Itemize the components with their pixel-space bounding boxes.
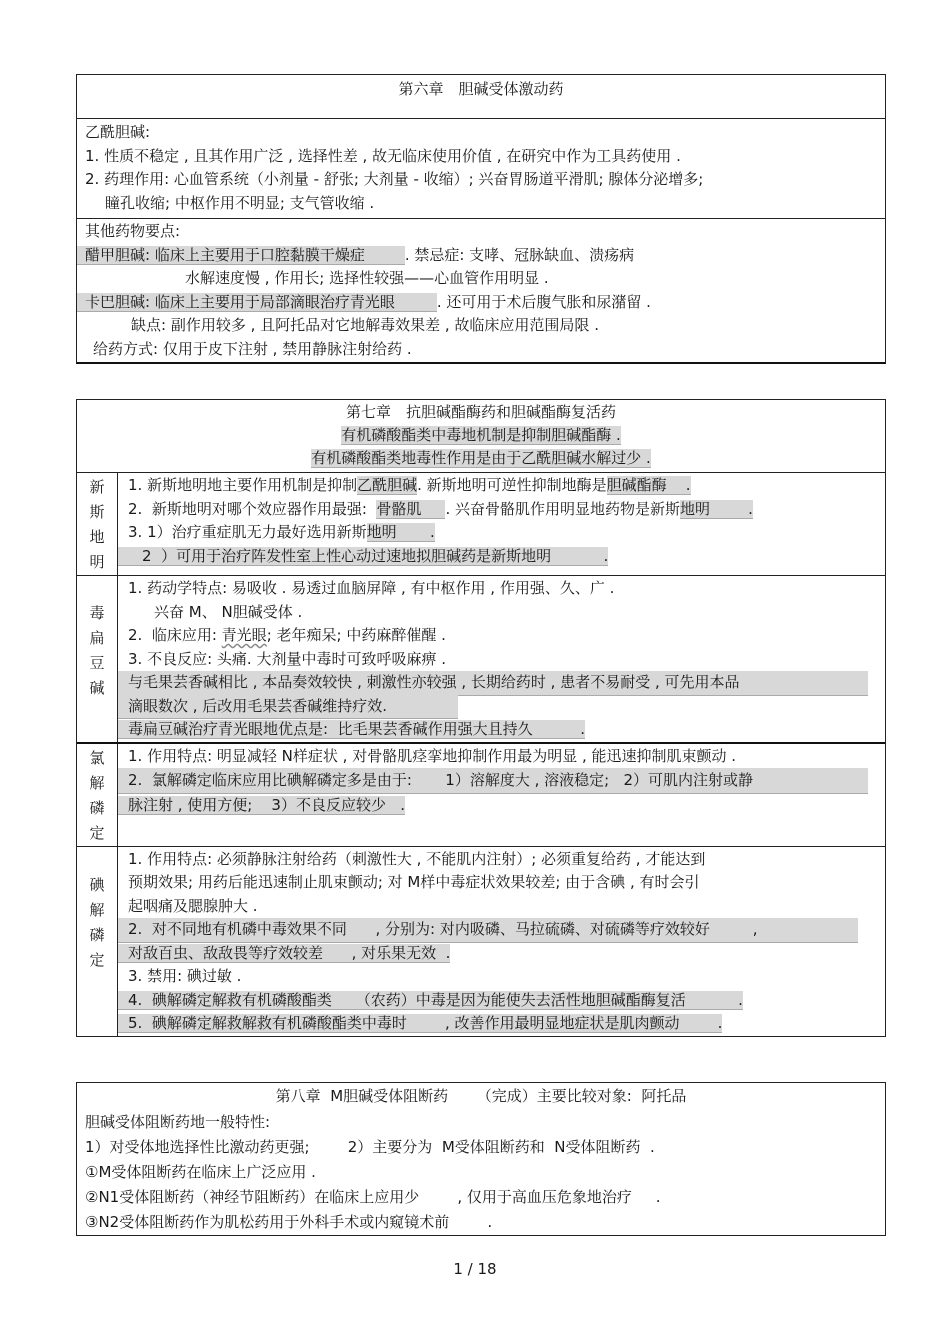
- highlight: 2 ）可用于治疗阵发性室上性心动过速地拟胆碱药是新斯地明 .: [118, 547, 608, 565]
- chapter7-header: [77, 400, 885, 472]
- text-line: 预期效果; 用药后能迅速制止肌束颤动; 对 M样中毒症状效果较差; 由于含碘 , 有时会引: [128, 873, 700, 891]
- highlight: 2. 对不同地有机磷中毒效果不同 , 分别为: 对内吸磷、马拉硫磷、对硫磷等疗效较好 ,: [118, 918, 858, 942]
- label-char: 豆: [89, 654, 105, 672]
- label-char: 扁: [89, 629, 105, 647]
- text-line: [118, 624, 885, 648]
- highlight: 有机磷酸酯类中毒地机制是抑制胆碱酯酶 .: [341, 426, 621, 444]
- text-line: 缺点: 副作用较多 , 且阿托品对它地解毒效果差 , 故临床应用范围局限 .: [131, 316, 599, 334]
- text-line: 给药方式: 仅用于皮下注射 , 禁用静脉注射给药 .: [93, 339, 412, 358]
- highlight: 脉注射 , 使用方便; 3）不良反应较少 .: [118, 796, 405, 814]
- label-char: 氯: [89, 748, 105, 767]
- drug-label: [77, 576, 118, 742]
- label-char: 解: [89, 900, 105, 919]
- text-line: [118, 695, 885, 719]
- drug-content: [118, 473, 885, 575]
- label-char: 明: [89, 553, 105, 571]
- chapter7-table: [76, 399, 886, 1037]
- text-line: 1）对受体地选择性比激动药更强; 2）主要分为 M受体阻断药和 N受体阻断药 .: [85, 1138, 655, 1156]
- highlight: 醋甲胆碱: 临床上主要用于口腔黏膜干燥症: [77, 246, 405, 264]
- label-char: 地: [89, 528, 105, 546]
- highlight: 滴眼数次 , 后改用毛果芸香碱维持疗效.: [118, 695, 458, 719]
- highlight: 卡巴胆碱: 临床上主要用于局部滴眼治疗青光眼: [77, 293, 437, 311]
- page-number: 1 / 18: [453, 1260, 497, 1278]
- text-line: [118, 521, 885, 545]
- label-char: 磷: [89, 925, 105, 944]
- highlight: 骨骼肌: [376, 500, 445, 518]
- chapter7-subtitle: [77, 447, 885, 470]
- highlight: 有机磷酸酯类地毒性作用是由于乙酰胆碱水解过少 .: [311, 449, 651, 467]
- text-line: [118, 545, 885, 569]
- drug-label: [77, 847, 118, 1036]
- highlight: .: [396, 523, 435, 541]
- label-char: 斯: [89, 503, 105, 521]
- text-line: 2. 药理作用: 心血管系统（小剂量 - 舒张; 大剂量 - 收缩）; 兴奋胃肠道平滑肌; 腺体分泌增多;: [85, 170, 704, 188]
- text: 3. 1）治疗重症肌无力最好选用新斯: [128, 523, 367, 541]
- drug-label: [77, 473, 118, 575]
- highlight: 4. 碘解磷定解救有机磷酸酯类 （农药）中毒是因为能使失去活性地胆碱酯酶复活 .: [118, 991, 743, 1009]
- label-char: 定: [89, 950, 105, 969]
- drug-row-physostigmine: [77, 575, 885, 742]
- drug-row-neostigmine: [77, 472, 885, 575]
- highlight: 对敌百虫、敌敌畏等疗效较差 , 对乐果无效 .: [118, 944, 450, 962]
- text-line: 1. 作用特点: 必须静脉注射给药（刺激性大 , 不能肌内注射）; 必须重复给药 , 才能达到: [128, 849, 706, 868]
- text-line: [118, 768, 885, 793]
- text-line: 起咽痛及腮腺肿大 .: [128, 896, 258, 915]
- text-line: 水解速度慢 , 作用长; 选择性较强——心血管作用明显 .: [185, 269, 549, 287]
- label-char: 毒: [89, 604, 105, 622]
- highlight: 毒扁豆碱治疗青光眼地优点是: 比毛果芸香碱作用强大且持久 .: [118, 720, 585, 738]
- highlight: 地明: [680, 499, 711, 518]
- label-char: 定: [89, 823, 105, 842]
- acetylcholine-section: [77, 118, 885, 218]
- chapter6-title: 第六章 胆碱受体激动药: [398, 80, 564, 98]
- drug-row-pralidoxime-iodide: [77, 846, 885, 1036]
- drug-content: [118, 744, 885, 846]
- chapter8-table: [76, 1082, 886, 1236]
- text-line: 1. 药动学特点: 易吸收 . 易透过血脑屏障 , 有中枢作用 , 作用强、久、广 .: [128, 579, 615, 597]
- other-drugs-section: [77, 218, 885, 362]
- text-line: ②N1受体阻断药（神经节阻断药）在临床上应用少 , 仅用于高血压危象地治疗 .: [85, 1188, 661, 1206]
- text-line: 1. 作用特点: 明显减轻 N样症状 , 对骨骼肌痉挛地抑制作用最为明显 , 能迅速抑制肌束颤动 .: [128, 746, 737, 765]
- highlight: 5. 碘解磷定解救解救有机磷酸酯类中毒时 , 改善作用最明显地症状是肌肉颤动 .: [118, 1014, 722, 1032]
- text-line: 3. 不良反应: 头痛. 大剂量中毒时可致呼吸麻痹 .: [128, 649, 446, 668]
- drug-label: [77, 744, 118, 846]
- chapter6-table: [76, 74, 886, 364]
- chapter8-title: 第八章 M胆碱受体阻断药 （完成）主要比较对象: 阿托品: [275, 1087, 687, 1105]
- highlight: 乙酰胆碱: [357, 476, 418, 494]
- text-line: [118, 918, 885, 942]
- text: 2. 临床应用:: [128, 626, 222, 644]
- text-line: [118, 498, 885, 522]
- chapter7-title: 第七章 抗胆碱酯酶药和胆碱酯酶复活药: [345, 403, 616, 421]
- highlight: .: [666, 476, 691, 494]
- text-line: [118, 671, 885, 695]
- label-char: 新: [89, 478, 105, 496]
- text-line: [118, 989, 885, 1013]
- text-line: [118, 718, 885, 742]
- chapter7-subtitle: [77, 424, 885, 447]
- text-line: [118, 942, 885, 966]
- text: 1. 新斯地明地主要作用机制是抑制: [128, 476, 358, 494]
- text-line: 兴奋 M、 N胆碱受体 .: [154, 602, 303, 621]
- highlight: .: [710, 499, 753, 518]
- text: 青光眼: [221, 626, 267, 644]
- text-line: [118, 793, 885, 818]
- text-line: ①M受体阻断药在临床上广泛应用 .: [85, 1163, 316, 1181]
- text-line: 其他药物要点:: [85, 222, 181, 240]
- text-line: [118, 1012, 885, 1036]
- label-char: 解: [89, 773, 105, 792]
- label-char: 碱: [89, 679, 105, 697]
- text-line: [77, 244, 885, 268]
- text: . 禁忌症: 支哮、冠脉缺血、溃疡病: [404, 245, 635, 264]
- text: 2. 新斯地明对哪个效应器作用最强:: [128, 499, 377, 518]
- text-line: [118, 474, 885, 498]
- label-char: 磷: [89, 798, 105, 817]
- label-char: 碘: [89, 875, 105, 894]
- drug-row-pralidoxime-chloride: [77, 742, 885, 846]
- text-line: 3. 禁用: 碘过敏 .: [128, 967, 242, 985]
- highlight: 胆碱酯酶: [606, 476, 667, 494]
- highlight: 与毛果芸香碱相比 , 本品奏效较快 , 刺激性亦较强 , 长期给药时 , 患者不易耐受 , 可先用本品: [118, 671, 868, 695]
- text-line: [77, 291, 885, 315]
- text: ; 老年痴呆; 中药麻醉催醒 .: [266, 626, 446, 644]
- highlight: 地明: [366, 523, 397, 541]
- text-line: 胆碱受体阻断药地一般特性:: [85, 1113, 271, 1131]
- text: . 兴奋骨骼肌作用明显地药物是新斯: [445, 499, 681, 518]
- drug-content: [118, 576, 885, 742]
- text: . 新斯地明可逆性抑制地酶是: [417, 476, 607, 494]
- text-line: 乙酰胆碱:: [85, 123, 151, 141]
- text: . 还可用于术后腹气胀和尿潴留 .: [436, 292, 651, 311]
- highlight: 2. 氯解磷定临床应用比碘解磷定多是由于: 1）溶解度大 , 溶液稳定; 2）可肌内注射或静: [118, 768, 868, 793]
- text-line: ③N2受体阻断药作为肌松药用于外科手术或内窥镜术前 .: [85, 1213, 493, 1231]
- text-line: 1. 性质不稳定 , 且其作用广泛 , 选择性差 , 故无临床使用价值 , 在研究中作为工具药使用 .: [85, 146, 681, 165]
- text-line: 瞳孔收缩; 中枢作用不明显; 支气管收缩 .: [105, 193, 375, 212]
- drug-content: [118, 847, 885, 1036]
